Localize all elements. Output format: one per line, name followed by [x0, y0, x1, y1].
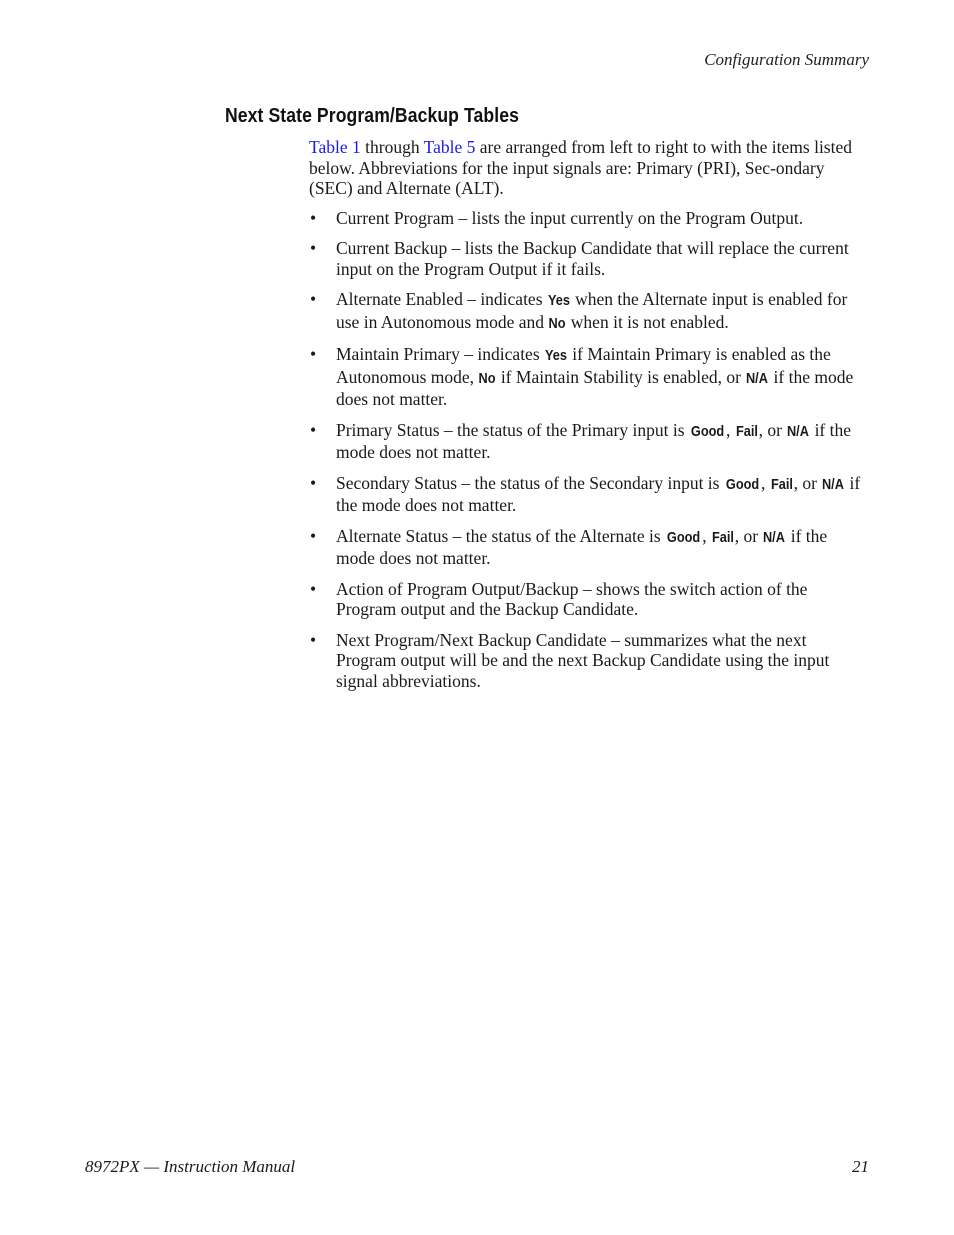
section-body	[309, 137, 869, 701]
keyword: Yes	[544, 347, 567, 364]
list-item-action	[309, 579, 869, 620]
table-5-link[interactable]: Table 5	[423, 137, 476, 157]
item-text: Primary Status – the status of the Primary input is	[336, 419, 689, 440]
list-item-current-program	[309, 208, 869, 229]
intro-paragraph	[309, 137, 869, 199]
list-item-current-backup	[309, 238, 869, 279]
item-text: ,	[761, 472, 770, 493]
section-heading: Next State Program/Backup Tables	[225, 105, 519, 127]
list-item-alternate-status	[309, 526, 869, 569]
keyword: Good	[725, 475, 760, 493]
intro-text: are arranged from left to right to with the items listed below. Abbreviations for the input signals are: Primary (PRI), Sec-ondary (SEC) and Alternate (ALT).	[309, 137, 853, 198]
item-text: , or	[758, 419, 787, 440]
item-text: , or	[793, 472, 822, 493]
list-item-primary-status	[309, 420, 869, 463]
item-text: Alternate Status – the status of the Alternate is	[336, 525, 666, 546]
item-text: ,	[702, 525, 711, 546]
keyword: N/A	[787, 422, 810, 440]
item-text: if the mode does not matter.	[336, 419, 852, 462]
keyword: Fail	[711, 528, 734, 546]
item-text: if the mode does not matter.	[336, 366, 854, 409]
item-text: Secondary Status – the status of the Secondary input is	[336, 472, 724, 493]
item-text: Current Backup – lists the Backup Candidate that will replace the current input on the Program Output if it fails.	[336, 238, 849, 279]
intro-text: through	[360, 137, 424, 157]
item-text: Action of Program Output/Backup – shows the switch action of the Program output and the Backup Candidate.	[336, 578, 808, 619]
keyword: Good	[666, 528, 701, 546]
item-text: if the mode does not matter.	[336, 525, 828, 568]
list-item-next-program	[309, 630, 869, 692]
table-1-link[interactable]: Table 1	[309, 137, 361, 157]
item-text: , or	[734, 525, 763, 546]
list-item-alternate-enabled	[309, 289, 869, 334]
keyword: No	[478, 369, 496, 387]
item-text: Alternate Enabled – indicates	[336, 289, 547, 309]
item-text: when the Alternate input is enabled for use in Autonomous mode and	[336, 289, 848, 332]
item-text: if Maintain Stability is enabled, or	[496, 366, 746, 387]
item-text: Maintain Primary – indicates	[336, 344, 545, 364]
keyword: N/A	[746, 369, 769, 387]
running-header: Configuration Summary	[704, 50, 869, 69]
list-item-secondary-status	[309, 473, 869, 516]
item-text: when it is not enabled.	[566, 311, 729, 332]
column-definitions-list	[309, 208, 869, 692]
item-text: Next Program/Next Backup Candidate – summarizes what the next Program output will be and the next Backup Candidate using the input signal abbreviations.	[336, 629, 830, 691]
item-text: ,	[726, 419, 735, 440]
keyword: Good	[690, 422, 725, 440]
keyword: Fail	[735, 422, 758, 440]
item-text: Current Program – lists the input currently on the Program Output.	[336, 207, 804, 228]
item-text: if the mode does not matter.	[336, 472, 861, 515]
item-text: if Maintain Primary is enabled as the Autonomous mode,	[336, 344, 831, 387]
list-item-maintain-primary	[309, 344, 869, 410]
footer-manual-title: 8972PX — Instruction Manual	[85, 1157, 296, 1176]
keyword: Yes	[547, 292, 570, 309]
page-number: 21	[852, 1157, 869, 1176]
keyword: N/A	[763, 528, 786, 546]
keyword: N/A	[822, 475, 845, 493]
keyword: No	[548, 314, 566, 332]
keyword: Fail	[770, 475, 793, 493]
